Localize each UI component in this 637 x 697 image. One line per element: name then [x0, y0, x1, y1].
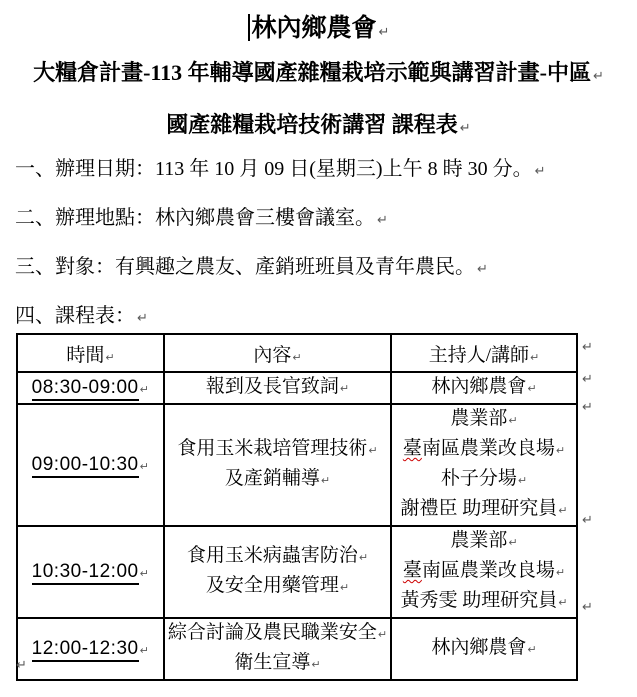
list-item-text: 一、辦理日期：113 年 10 月 09 日(星期三)上午 8 時 30 分。	[15, 158, 533, 180]
cell-end-mark-icon: ↵	[320, 474, 331, 487]
cell-text: 綜合討論及農民職業安全	[167, 622, 377, 643]
cell-text: 朴子分場	[440, 468, 517, 489]
document-title-line[interactable]	[0, 8, 637, 44]
column-header[interactable]	[391, 334, 577, 372]
cell-end-mark-icon: ↵	[517, 474, 528, 487]
cell-text-line	[165, 542, 390, 572]
cell-text: 食用玉米栽培管理技術	[177, 438, 368, 459]
column-header[interactable]	[17, 334, 164, 372]
content-cell[interactable]	[164, 372, 391, 404]
cell-end-mark-icon: ↵	[377, 628, 388, 641]
cell-text: 林內鄉農會	[431, 376, 527, 397]
list-item[interactable]	[15, 155, 545, 186]
misspelled-word: 臺	[402, 560, 422, 581]
content-cell[interactable]	[164, 618, 391, 680]
column-header[interactable]	[164, 334, 391, 372]
cell-text-line	[165, 373, 390, 403]
cell-text-line	[165, 435, 390, 465]
cell-end-mark-icon: ↵	[339, 581, 350, 594]
list-item[interactable]	[15, 204, 545, 235]
paragraph-mark-icon: ↵	[459, 121, 471, 136]
cell-text-line	[392, 435, 576, 465]
column-header-text: 內容	[253, 344, 292, 366]
time-cell[interactable]	[17, 526, 164, 618]
cell-text-line	[392, 495, 576, 525]
cell-end-mark-icon: ↵	[555, 444, 566, 457]
paragraph-mark-icon: ↵	[377, 213, 388, 228]
cell-end-mark-icon: ↵	[139, 383, 150, 396]
paragraph-mark-icon: ↵	[378, 25, 390, 40]
cell-text-line	[165, 572, 390, 602]
cell-text-line	[165, 649, 390, 679]
cell-end-mark-icon: ↵	[358, 551, 369, 564]
cell-end-mark-icon: ↵	[368, 444, 378, 457]
cell-text: 黃秀雯 助理研究員	[400, 590, 558, 611]
cell-text-line	[392, 634, 576, 664]
paragraph-mark-icon: ↵	[534, 164, 546, 179]
cell-end-mark-icon: ↵	[527, 382, 537, 395]
cell-text-line	[165, 619, 390, 649]
cell-end-mark-icon: ↵	[105, 350, 115, 364]
table-row	[17, 526, 577, 618]
speaker-cell[interactable]	[391, 618, 577, 680]
cell-end-mark-icon: ↵	[139, 567, 150, 580]
document-subtitle-line-2[interactable]	[0, 108, 637, 139]
document-subtitle-line-1[interactable]	[0, 56, 637, 87]
cell-end-mark-icon: ↵	[508, 536, 518, 549]
table-header-row	[17, 334, 577, 372]
time-text: 12:00-12:30	[32, 638, 139, 662]
time-text: 10:30-12:00	[32, 561, 139, 585]
content-cell[interactable]	[164, 404, 391, 526]
cell-text-line	[165, 465, 390, 495]
speaker-cell[interactable]	[391, 372, 577, 404]
cell-end-mark-icon: ↵	[527, 643, 537, 656]
paragraph-mark-icon: ↵	[137, 311, 148, 326]
misspelled-word: 臺	[402, 438, 422, 459]
cell-text: 報到及長官致詞	[205, 376, 339, 397]
table-row	[17, 372, 577, 404]
cell-end-mark-icon: ↵	[139, 644, 150, 657]
cell-end-mark-icon: ↵	[339, 382, 350, 395]
cell-text: 林內鄉農會	[431, 637, 527, 658]
cell-text: 農業部	[450, 530, 508, 551]
cell-end-mark-icon: ↵	[139, 460, 150, 473]
cell-text: 及產銷輔導	[224, 468, 320, 489]
cell-text: 南區農業改良場	[421, 438, 555, 459]
text-cursor	[248, 14, 250, 41]
row-end-mark-icon: ↵	[582, 513, 593, 528]
subtitle-1-text: 大糧倉計畫-113 年輔導國產雜糧栽培示範與講習計畫-中區	[33, 60, 592, 85]
speaker-cell[interactable]	[391, 404, 577, 526]
cell-text-line	[392, 405, 576, 435]
paragraph-mark-icon: ↵	[477, 262, 488, 277]
column-header-text: 主持人/講師	[428, 344, 530, 366]
time-cell[interactable]	[17, 618, 164, 680]
cell-text-line	[392, 587, 576, 617]
list-item-text: 二、辦理地點：林內鄉農會三樓會議室。	[15, 207, 375, 229]
list-item-text: 四、課程表：	[15, 305, 135, 327]
paragraph-mark-icon: ↵	[16, 658, 27, 673]
row-end-mark-icon: ↵	[582, 600, 593, 615]
cell-text-line	[392, 557, 576, 587]
list-item-text: 三、對象：有興趣之農友、產銷班班員及青年農民。	[15, 256, 475, 278]
numbered-list	[15, 155, 545, 351]
time-text: 09:00-10:30	[32, 454, 139, 478]
row-end-mark-icon: ↵	[582, 400, 593, 415]
course-schedule-table	[16, 333, 578, 681]
cell-text: 農業部	[450, 408, 508, 429]
subtitle-2-text: 國產雜糧栽培技術講習 課程表	[166, 112, 458, 137]
list-item[interactable]	[15, 253, 545, 284]
cell-text-line	[392, 373, 576, 403]
row-end-mark-icon: ↵	[582, 340, 593, 355]
speaker-cell[interactable]	[391, 526, 577, 618]
table-row	[17, 618, 577, 680]
cell-end-mark-icon: ↵	[292, 350, 302, 364]
cell-text-line	[392, 465, 576, 495]
table-row	[17, 404, 577, 526]
cell-text: 謝禮臣 助理研究員	[400, 498, 558, 519]
time-cell[interactable]	[17, 404, 164, 526]
cell-end-mark-icon: ↵	[558, 504, 568, 517]
row-end-mark-icon: ↵	[582, 372, 593, 387]
cell-text: 及安全用藥管理	[205, 575, 339, 596]
time-text: 08:30-09:00	[32, 377, 139, 401]
cell-text-line	[392, 527, 576, 557]
list-item[interactable]	[15, 302, 545, 333]
paragraph-mark-icon: ↵	[593, 69, 604, 84]
cell-text: 衛生宣導	[234, 652, 311, 673]
cell-end-mark-icon: ↵	[530, 350, 540, 364]
content-cell[interactable]	[164, 526, 391, 618]
cell-end-mark-icon: ↵	[311, 658, 321, 671]
cell-end-mark-icon: ↵	[555, 566, 566, 579]
cell-text: 南區農業改良場	[421, 560, 555, 581]
cell-text: 食用玉米病蟲害防治	[186, 545, 358, 566]
cell-end-mark-icon: ↵	[508, 414, 518, 427]
cell-end-mark-icon: ↵	[558, 596, 568, 609]
time-cell[interactable]	[17, 372, 164, 404]
document-title-text: 林內鄉農會	[251, 15, 377, 42]
column-header-text: 時間	[66, 344, 105, 366]
